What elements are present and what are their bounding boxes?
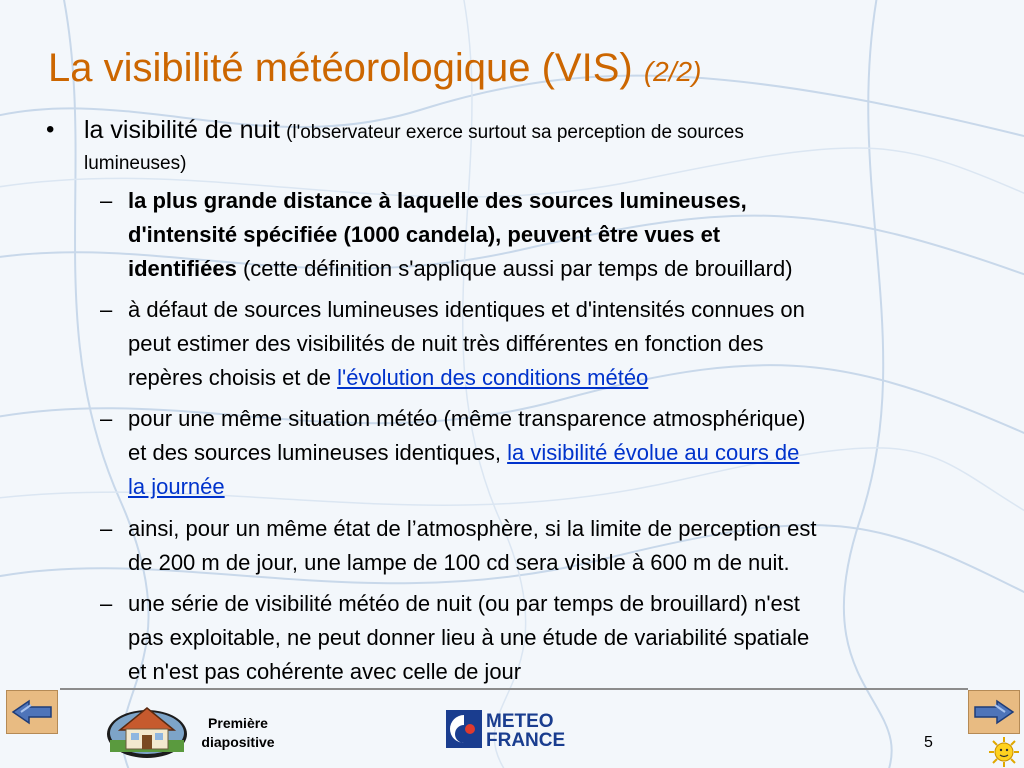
series-line-3: et n'est pas cohérente avec celle de jour <box>128 659 522 684</box>
bullet-line-2 <box>84 145 186 181</box>
dash-symbol: – <box>100 297 113 322</box>
evolution-line-2: et des sources lumineuses identiques, <box>128 440 501 465</box>
dash-symbol: – <box>100 406 113 431</box>
sub-item-estimation <box>128 293 805 395</box>
title-part: (2/2) <box>643 56 702 87</box>
sub-item-series <box>128 587 809 689</box>
logo-text-1: METEO <box>486 711 554 732</box>
sub-item-example <box>128 512 816 580</box>
series-line-1: une série de visibilité météo de nuit (ou par temps de brouillard) n'est <box>128 591 800 616</box>
sub-item-definition <box>128 184 793 286</box>
definition-note: (cette définition s'applique aussi par temps de brouillard) <box>242 256 793 281</box>
first-slide-button[interactable] <box>104 700 190 760</box>
sun-icon <box>988 736 1020 768</box>
first-slide-label-line-1: Première <box>208 715 268 731</box>
meteo-france-logo <box>446 709 576 749</box>
series-line-2: pas exploitable, ne peut donner lieu à une étude de variabilité spatiale <box>128 625 810 650</box>
logo-text-2: FRANCE <box>486 730 566 749</box>
bullet-heading: la visibilité de nuit <box>84 116 280 144</box>
definition-line-2: d'intensité spécifiée (1000 candela), peuvent être vues et <box>128 222 721 247</box>
estimation-line-2: peut estimer des visibilités de nuit très différentes en fonction des <box>128 331 764 356</box>
evolution-line-1: pour une même situation météo (même transparence atmosphérique) <box>128 406 806 431</box>
definition-line-1: la plus grande distance à laquelle des sources lumineuses, <box>128 188 747 213</box>
visibility-day-link[interactable]: la visibilité évolue au cours de <box>507 440 800 465</box>
bullet-note-cont: lumineuses) <box>84 153 187 174</box>
definition-line-3: identifiées <box>128 256 237 281</box>
forward-arrow-icon <box>969 691 1019 733</box>
dash-symbol: – <box>100 591 113 616</box>
first-slide-label <box>182 714 294 752</box>
bullet-symbol: • <box>46 116 55 143</box>
slide-number: 5 <box>924 734 933 751</box>
example-line-1: ainsi, pour un même état de l’atmosphère, si la limite de perception est <box>128 516 817 541</box>
conditions-link[interactable]: l'évolution des conditions météo <box>337 365 649 390</box>
estimation-line-3: repères choisis et de <box>128 365 331 390</box>
dash-symbol: – <box>100 188 113 213</box>
house-icon <box>104 700 190 760</box>
estimation-line-1: à défaut de sources lumineuses identiques et d'intensités connues on <box>128 297 805 322</box>
back-arrow-icon <box>7 691 57 733</box>
visibility-day-link-cont[interactable]: la journée <box>128 474 225 499</box>
first-slide-label-line-2: diapositive <box>201 734 275 750</box>
dash-symbol: – <box>100 516 113 541</box>
title-main: La visibilité météorologique (VIS) <box>48 46 633 90</box>
next-slide-button[interactable] <box>968 690 1020 734</box>
previous-slide-button[interactable] <box>6 690 58 734</box>
footer-divider <box>60 688 968 690</box>
bullet-note: (l'observateur exerce surtout sa perception de sources <box>286 122 744 143</box>
sub-item-evolution <box>128 402 805 504</box>
example-line-2: de 200 m de jour, une lampe de 100 cd sera visible à 600 m de nuit. <box>128 550 790 575</box>
meteo-france-logo-mark <box>446 709 576 749</box>
